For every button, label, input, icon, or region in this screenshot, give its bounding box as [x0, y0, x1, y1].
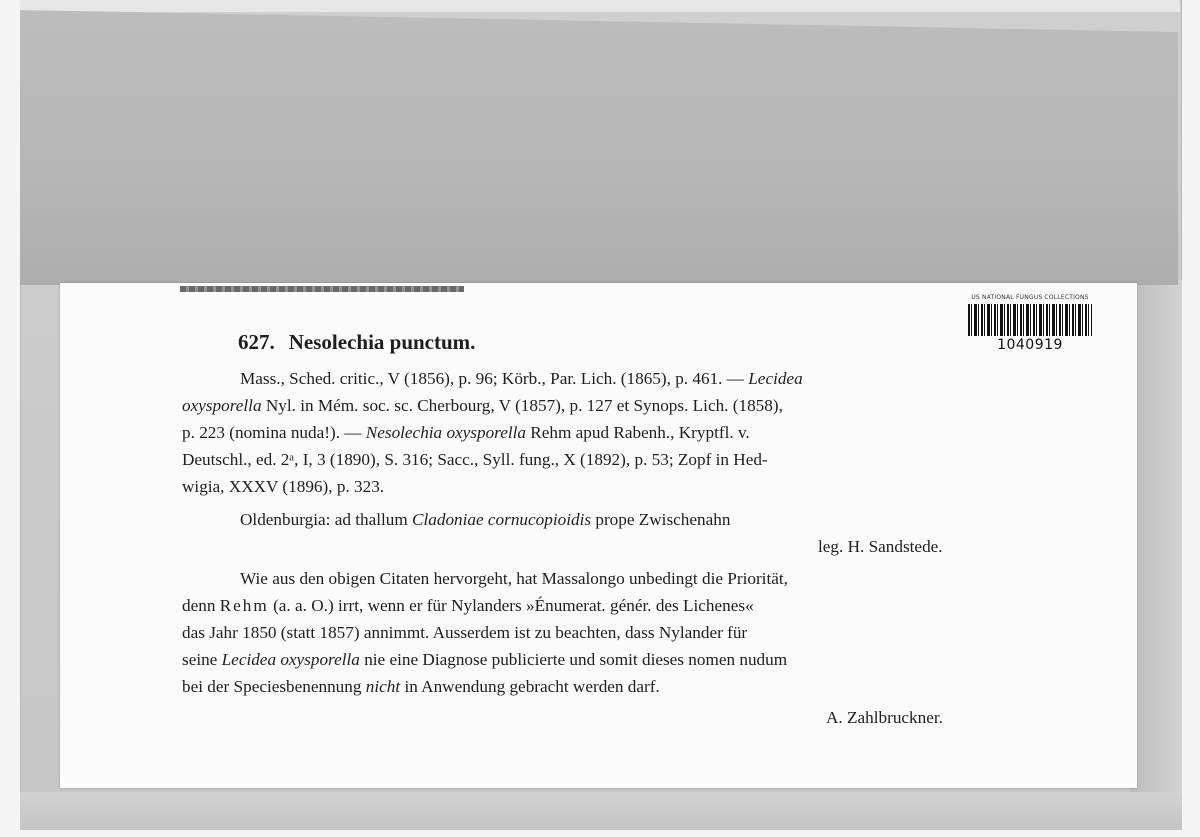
note-text: bei der Speciesbenennung	[182, 677, 362, 696]
specimen-name: Nesolechia punctum.	[288, 330, 476, 354]
note-taxon-italic: Lecidea oxysporella	[221, 650, 360, 669]
note-line-1: Wie aus den obigen Citaten hervorgeht, hat Massalongo unbedingt die Priorität,	[240, 569, 788, 588]
barcode-bars	[968, 304, 1092, 336]
note-author: A. Zahlbruckner.	[826, 708, 943, 727]
citation-line-5: wigia, XXXV (1896), p. 323.	[182, 477, 385, 496]
note-line-4	[182, 646, 787, 673]
specimen-number: 627.	[238, 330, 275, 354]
citation-line-4: Deutschl., ed. 2ᵃ, I, 3 (1890), S. 316; Sacc., Syll. fung., X (1892), p. 53; Zopf in Hed-	[182, 450, 768, 469]
packet-bottom-edge	[20, 792, 1182, 830]
note-author-spaced: Rehm	[219, 596, 269, 615]
citation-text: p. 223 (nomina nuda!). —	[182, 423, 362, 442]
note-text: in Anwendung gebracht werden darf.	[404, 677, 660, 696]
citation-text: Mass., Sched. critic., V (1856), p. 96; Körb., Par. Lich. (1865), p. 461. —	[240, 369, 744, 388]
citation-text: Rehm apud Rabenh., Kryptfl. v.	[530, 423, 750, 442]
citation-line-3	[182, 419, 750, 446]
barcode-sticker	[960, 290, 1100, 360]
note-line-3: das Jahr 1850 (statt 1857) annimmt. Ausserdem ist zu beachten, dass Nylander für	[182, 623, 748, 642]
note-text: nie eine Diagnose publicierte und somit dieses nomen nudum	[364, 650, 788, 669]
locality-text: prope Zwischenahn	[595, 510, 731, 529]
citation-line-1	[240, 365, 803, 392]
barcode-number: 1040919	[997, 337, 1063, 353]
note-line-5	[182, 673, 660, 700]
packet-folded-flap	[20, 10, 1178, 285]
citation-text: Nyl. in Mém. soc. sc. Cherbourg, V (1857), p. 127 et Synops. Lich. (1858),	[265, 396, 783, 415]
packet-top-strip	[20, 0, 1180, 12]
locality-line	[240, 506, 730, 533]
host-taxon-italic: Cladoniae cornucopioidis	[412, 510, 592, 529]
specimen-title	[238, 330, 475, 355]
locality-text: ad thallum	[334, 510, 408, 529]
citation-line-2	[182, 392, 783, 419]
packet-right-edge	[1130, 280, 1182, 820]
note-text: seine	[182, 650, 218, 669]
citation-taxon-italic: Nesolechia oxysporella	[365, 423, 526, 442]
note-emphasis-italic: nicht	[365, 677, 401, 696]
barcode-header: US NATIONAL FUNGUS COLLECTIONS	[971, 294, 1089, 301]
citation-taxon-italic: Lecidea	[748, 369, 803, 388]
label-printed-top-line	[180, 286, 464, 292]
collector: leg. H. Sandstede.	[818, 537, 943, 556]
note-text: (a. a. O.) irrt, wenn er für Nylanders »Énumerat. génér. des Lichenes«	[273, 596, 754, 615]
citation-epithet-italic: oxysporella	[182, 396, 262, 415]
locality-region: Oldenburgia:	[240, 510, 331, 529]
note-line-2	[182, 592, 754, 619]
note-text: denn	[182, 596, 216, 615]
